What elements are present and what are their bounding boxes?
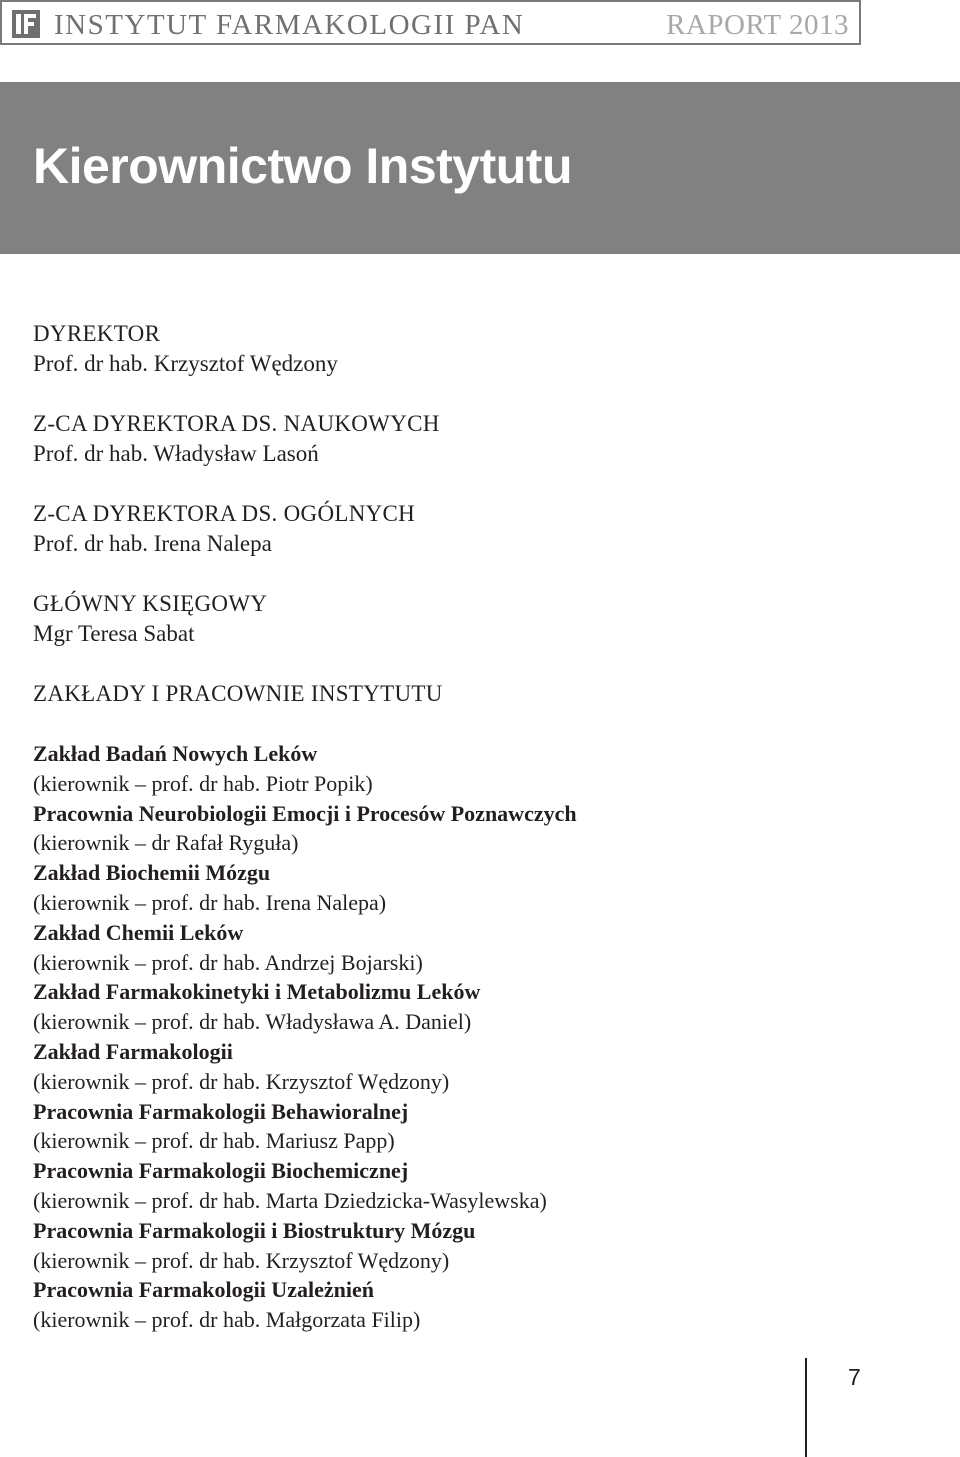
unit-head: (kierownik – dr Rafał Ryguła) (33, 830, 299, 856)
report-header (0, 0, 861, 45)
page-number-rule (805, 1358, 807, 1457)
institute-name: INSTYTUT FARMAKOLOGII PAN (54, 9, 525, 41)
unit-entry (33, 1097, 913, 1157)
unit-entry (33, 799, 913, 859)
institute-logo-icon (12, 10, 40, 38)
unit-name: Zakład Badań Nowych Leków (33, 741, 318, 766)
unit-name: Pracownia Farmakologii Behawioralnej (33, 1098, 409, 1124)
units-heading: ZAKŁADY I PRACOWNIE INSTYTUTU (33, 681, 443, 706)
role-title: DYREKTOR (33, 321, 161, 346)
management-entry (33, 499, 913, 559)
management-entry (33, 409, 913, 469)
unit-name: Pracownia Neurobiologii Emocji i Procesów Poznawczych (33, 800, 577, 826)
unit-entry (33, 1275, 913, 1335)
page-content (33, 319, 913, 1335)
unit-head: (kierownik – prof. dr hab. Krzysztof Wędzony) (33, 1068, 450, 1094)
unit-entry (33, 858, 913, 918)
unit-head: (kierownik – prof. dr hab. Piotr Popik) (33, 770, 373, 796)
page-number: 7 (848, 1364, 861, 1390)
unit-name: Pracownia Farmakologii i Biostruktury Mózgu (33, 1217, 476, 1243)
unit-head: (kierownik – prof. dr hab. Andrzej Bojarski) (33, 949, 423, 975)
unit-entry (33, 977, 913, 1037)
role-title: Z-CA DYREKTORA DS. NAUKOWYCH (33, 411, 440, 436)
unit-name: Zakład Farmakologii (33, 1038, 233, 1064)
unit-name: Zakład Farmakokinetyki i Metabolizmu Leków (33, 979, 481, 1005)
person-name: Prof. dr hab. Władysław Lasoń (33, 441, 319, 466)
unit-entry (33, 1216, 913, 1276)
page-title: Kierownictwo Instytutu (33, 138, 572, 194)
person-name: Mgr Teresa Sabat (33, 621, 195, 646)
unit-head: (kierownik – prof. dr hab. Małgorzata Filip) (33, 1307, 421, 1333)
role-title: Z-CA DYREKTORA DS. OGÓLNYCH (33, 501, 416, 526)
unit-entry (33, 1156, 913, 1216)
management-entry (33, 319, 913, 379)
unit-name: Zakład Biochemii Mózgu (33, 860, 271, 886)
unit-entry (33, 739, 913, 799)
report-label: RAPORT 2013 (666, 9, 849, 41)
person-name: Prof. dr hab. Krzysztof Wędzony (33, 351, 338, 376)
person-name: Prof. dr hab. Irena Nalepa (33, 531, 272, 556)
units-list (33, 739, 913, 1335)
unit-entry (33, 1037, 913, 1097)
unit-name: Pracownia Farmakologii Uzależnień (33, 1277, 374, 1303)
role-title: GŁÓWNY KSIĘGOWY (33, 591, 268, 616)
unit-head: (kierownik – prof. dr hab. Irena Nalepa) (33, 889, 387, 915)
unit-entry (33, 918, 913, 978)
unit-head: (kierownik – prof. dr hab. Władysława A. Daniel) (33, 1009, 472, 1035)
unit-head: (kierownik – prof. dr hab. Krzysztof Wędzony) (33, 1247, 450, 1273)
unit-head: (kierownik – prof. dr hab. Mariusz Papp) (33, 1128, 395, 1154)
title-banner (0, 82, 960, 254)
unit-head: (kierownik – prof. dr hab. Marta Dziedzicka-Wasylewska) (33, 1187, 547, 1213)
management-entry (33, 589, 913, 649)
unit-name: Pracownia Farmakologii Biochemicznej (33, 1158, 409, 1184)
unit-name: Zakład Chemii Leków (33, 919, 244, 945)
